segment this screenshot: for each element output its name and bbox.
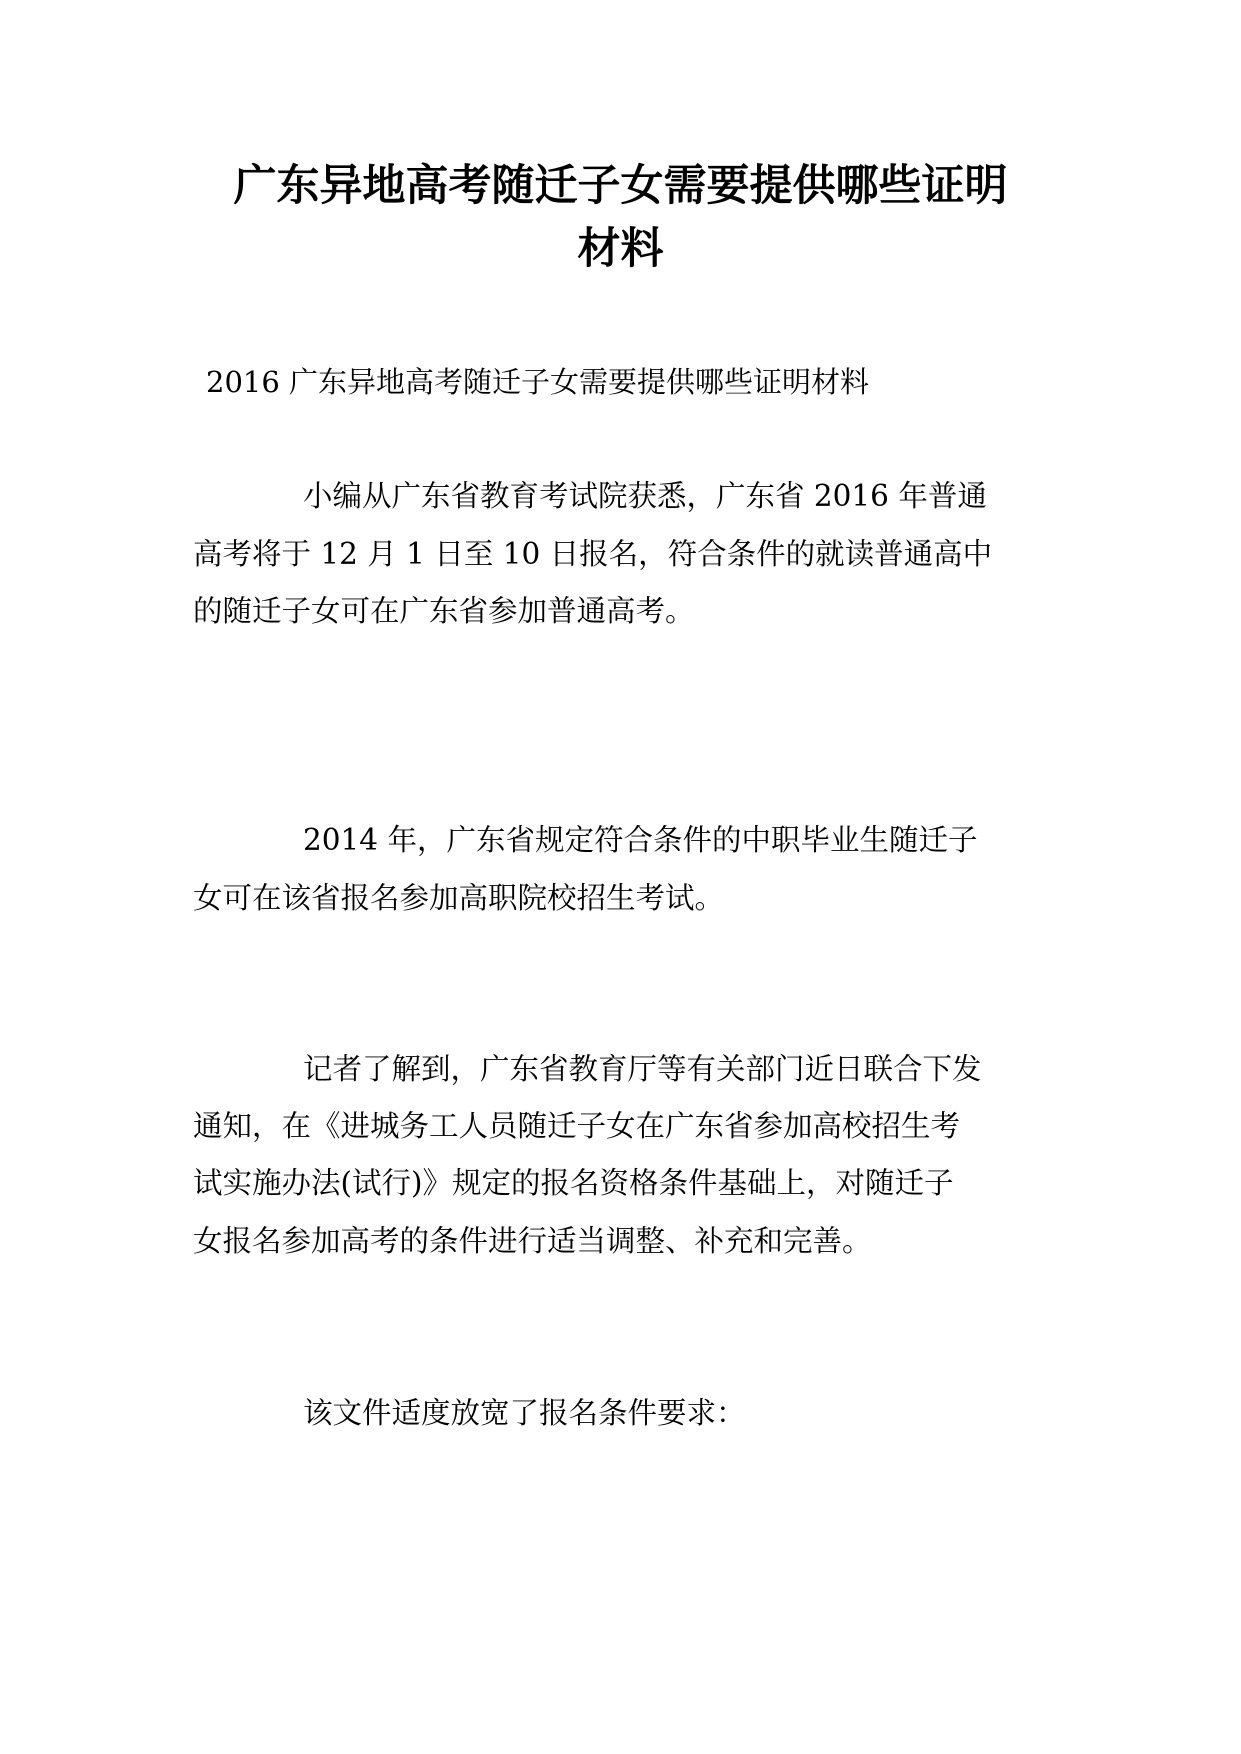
- paragraph-line: 该文件适度放宽了报名条件要求：: [303, 1396, 746, 1430]
- paragraph-line: 记者了解到，广东省教育厅等有关部门近日联合下发: [303, 1052, 982, 1086]
- document-title-line-1: 广东异地高考随迁子女需要提供哪些证明: [233, 161, 1008, 211]
- paragraph-line: 试实施办法(试行)》规定的报名资格条件基础上，对随迁子: [193, 1166, 954, 1200]
- paragraph-line: 小编从广东省教育考试院获悉，广东省 2016 年普通: [303, 479, 987, 513]
- document-subtitle: 2016 广东异地高考随迁子女需要提供哪些证明材料: [206, 365, 870, 399]
- document-title-line-2: 材料: [577, 224, 664, 274]
- paragraph-line: 高考将于 12 月 1 日至 10 日报名，符合条件的就读普通高中: [193, 537, 993, 571]
- paragraph-line: 2014 年，广东省规定符合条件的中职毕业生随迁子: [303, 823, 978, 857]
- paragraph-line: 女可在该省报名参加高职院校招生考试。: [193, 881, 725, 915]
- paragraph-line: 的随迁子女可在广东省参加普通高考。: [193, 594, 695, 628]
- paragraph-line: 通知，在《进城务工人员随迁子女在广东省参加高校招生考: [193, 1109, 961, 1143]
- paragraph-line: 女报名参加高考的条件进行适当调整、补充和完善。: [193, 1224, 872, 1258]
